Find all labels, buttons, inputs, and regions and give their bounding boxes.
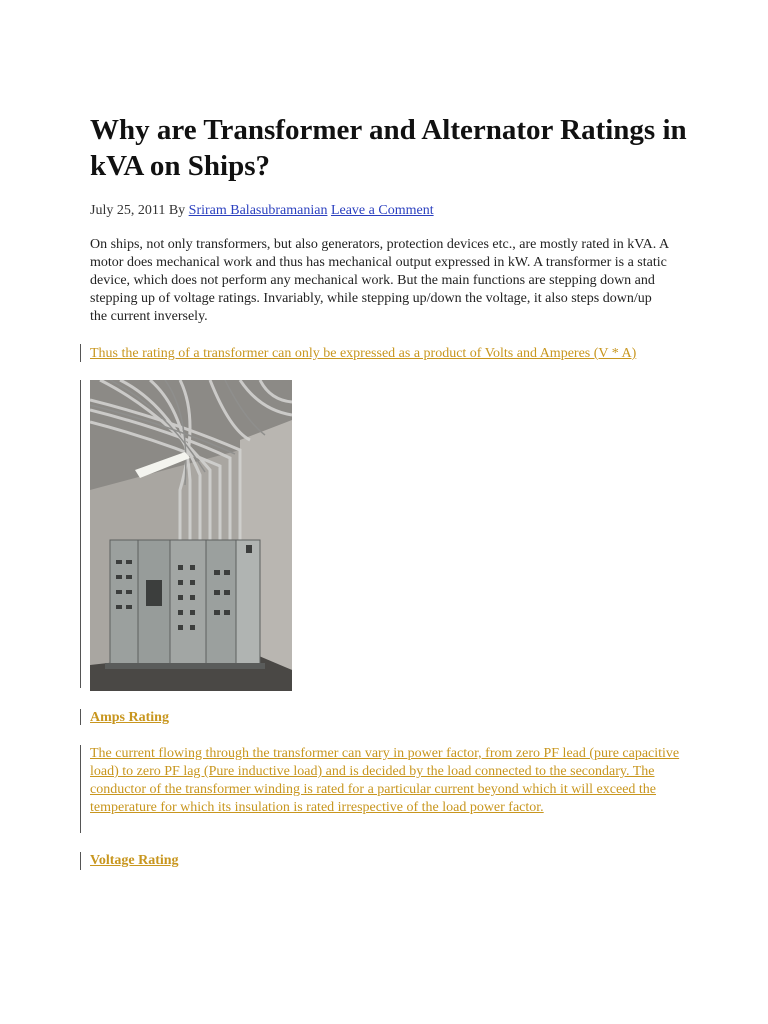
author-link[interactable]: Sriram Balasubramanian — [188, 203, 328, 218]
image-bar — [80, 380, 81, 688]
current-bar — [80, 745, 81, 833]
voltage-bar — [80, 852, 81, 870]
kva-rating-link[interactable]: Thus the rating of a transformer can only be expressed as a product of Volts and Amperes (V * A) — [90, 346, 637, 361]
switchboard-photo — [90, 380, 292, 691]
amps-rating-text-link[interactable]: The current flowing through the transformer can vary in power factor, from zero PF lead (pure capacitive load) to zero PF lag (Pure inductive load) and is decided by the load connected to the secondary. The conductor of the transformer winding is rated for a particular current beyond which it will exceed the temperature for which its insulation is rated irrespective of the load power factor. — [90, 746, 680, 815]
amps-rating-paragraph — [90, 745, 680, 817]
voltage-rating-heading[interactable]: Voltage Rating — [90, 853, 179, 868]
leave-comment-link[interactable]: Leave a Comment — [330, 203, 434, 218]
article-meta — [90, 202, 434, 220]
quote-bar — [80, 344, 81, 362]
amps-bar — [80, 709, 81, 725]
intro-paragraph: On ships, not only transformers, but also generators, protection devices etc., are mostly rated in kVA. A motor does mechanical work and thus has mechanical output expressed in kW. A transformer is a static device, which does not perform any mechanical work. But the main functions are stepping down and stepping up of voltage ratings. Invariably, while stepping up/down the voltage, it also steps down/up the current inversely. — [90, 237, 669, 324]
article-title: Why are Transformer and Alternator Ratings in kVA on Ships? — [90, 114, 687, 182]
post-date: July 25, 2011 By — [90, 203, 186, 218]
amps-rating-heading[interactable]: Amps Rating — [90, 710, 169, 725]
